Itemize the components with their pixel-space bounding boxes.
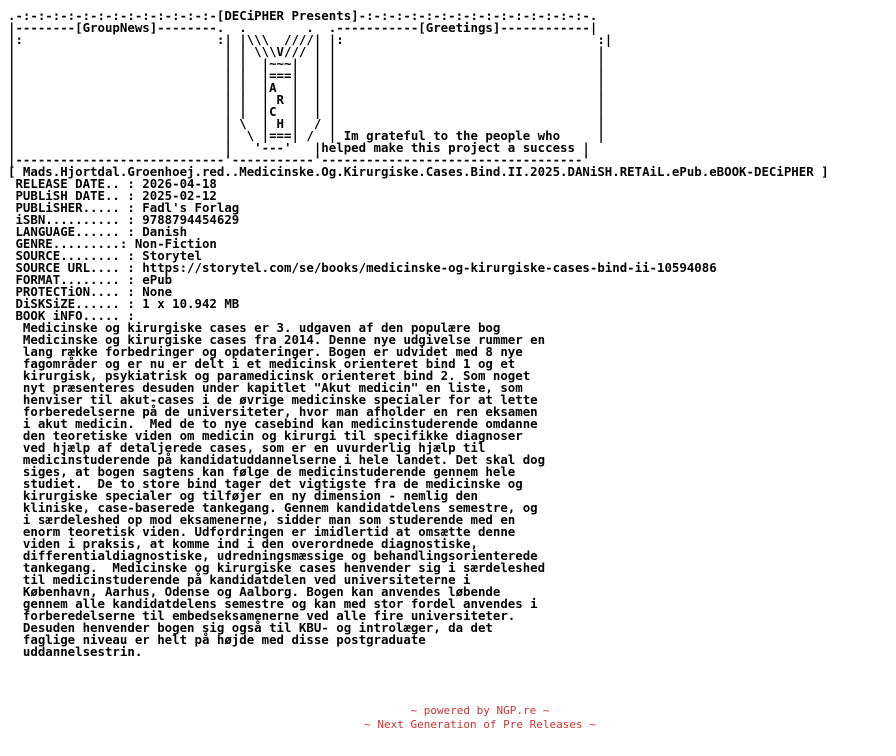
- ascii-banner: .-:-:-:-:-:-:-:-:-:-:-:-:-:-[DECiPHER Presents]-:-:-:-:-:-:-:-:-:-:-:-:-:-:-:-. |--------[GroupNews]--------. . . .-----------[Greetings]------------| |: :| |\\\ ////| |: :| | | | \\\V/// | | | | | | |~~~| | | | | | | |===| | | | | | | |A | | | | | | | | R | | | | | | | |C | | | | | | \ | H | / | | | | \ |===| / | Im grateful to the people who | | | '---' |helped make this project a success | |----------------------------'-----------'-----------------------------------': [8, 8, 613, 167]
- release-name: [ Mads.Hjortdal.Groenhoej.red..Medicinske.Og.Kirurgiske.Cases.Bind.II.2025.DANiSH.RETAiL.ePub.eBOOK-DECiPHER ]: [8, 164, 829, 179]
- nfo-document: [8, 10, 829, 658]
- footer-powered-by: ~ powered by NGP.re ~: [410, 704, 550, 717]
- footer-tagline: ~ Next Generation of Pre Releases ~: [364, 718, 596, 731]
- book-info-text: Medicinske og kirurgiske cases er 3. udgaven af den populære bog Medicinske og kirurgiske cases fra 2014. Denne nye udgivelse rummer en lang række forbedringer og opdateringer. Bogen er udvidet med 8 nye fagområder og er nu er delt i et medicinsk orienteret bind 1 og et kirurgisk, psykiatrisk og paramedicinsk orienteret bind 2. Som noget nyt præsenteres desuden under kapitlet "Akut medicin" en liste, som henviser til akut-cases i de øvrige medicinske specialer for at lette forberedelserne på de universiteter, hvor man afholder en ren eksamen i akut medicin. Med de to nye casebind kan medicinstuderende omdanne den teoretiske viden om medicin og kirurgi til specifikke diagnoser ved hjælp af detaljerede cases, som er en uvurderlig hjælp til medicinstuderende på kandidatuddannelserne i hele landet. Det skal dog siges, at bogen sagtens kan følge de medicinstuderende gennem hele studiet. De to store bind tager det vigtigste fra de medicinske og kirurgiske specialer og tilføjer en ny dimension - nemlig den kliniske, case-baserede tankegang. Gennem kandidatdelens semestre, og i særdeleshed op mod eksamenerne, sidder man som studerende med en enorm teoretisk viden. Udfordringen er imidlertid at omsætte denne viden i praksis, at komme ind i den overordnede diagnostiske, differentialdiagnostiske, udredningsmæssige og behandlingsorienterede tankegang. Medicinske og kirurgiske cases henvender sig i særdeleshed til medicinstuderende på kandidatdelen ved universiteterne i København, Aarhus, Odense og Aalborg. Bogen kan anvendes løbende gennem alle kandidatdelens semestre og kan med stor fordel anvendes i forberedelserne til embedseksamenerne ved alle fire universiteter. Desuden henvender bogen sig også til KBU- og introlæger, da det faglige niveau er helt på højde med disse postgraduate uddannelsestrin.: [22, 320, 546, 659]
- release-details: RELEASE DATE.. : 2026-04-18 PUBLiSH DATE.. : 2025-02-12 PUBLiSHER..... : Fadl's Forlag iSBN.......... : 9788794454629 LANGUAGE...... : Danish GENRE.........: Non-Fiction SOURCE........ : Storytel SOURCE URL.... : https://storytel.com/se/books/medicinske-og-kirurgiske-cases-bind-ii-10594086 FORMAT........ : ePub PROTECTiON.... : None DiSKSiZE...... : 1 x 10.942 MB BOOK iNFO..... :: [15, 176, 717, 323]
